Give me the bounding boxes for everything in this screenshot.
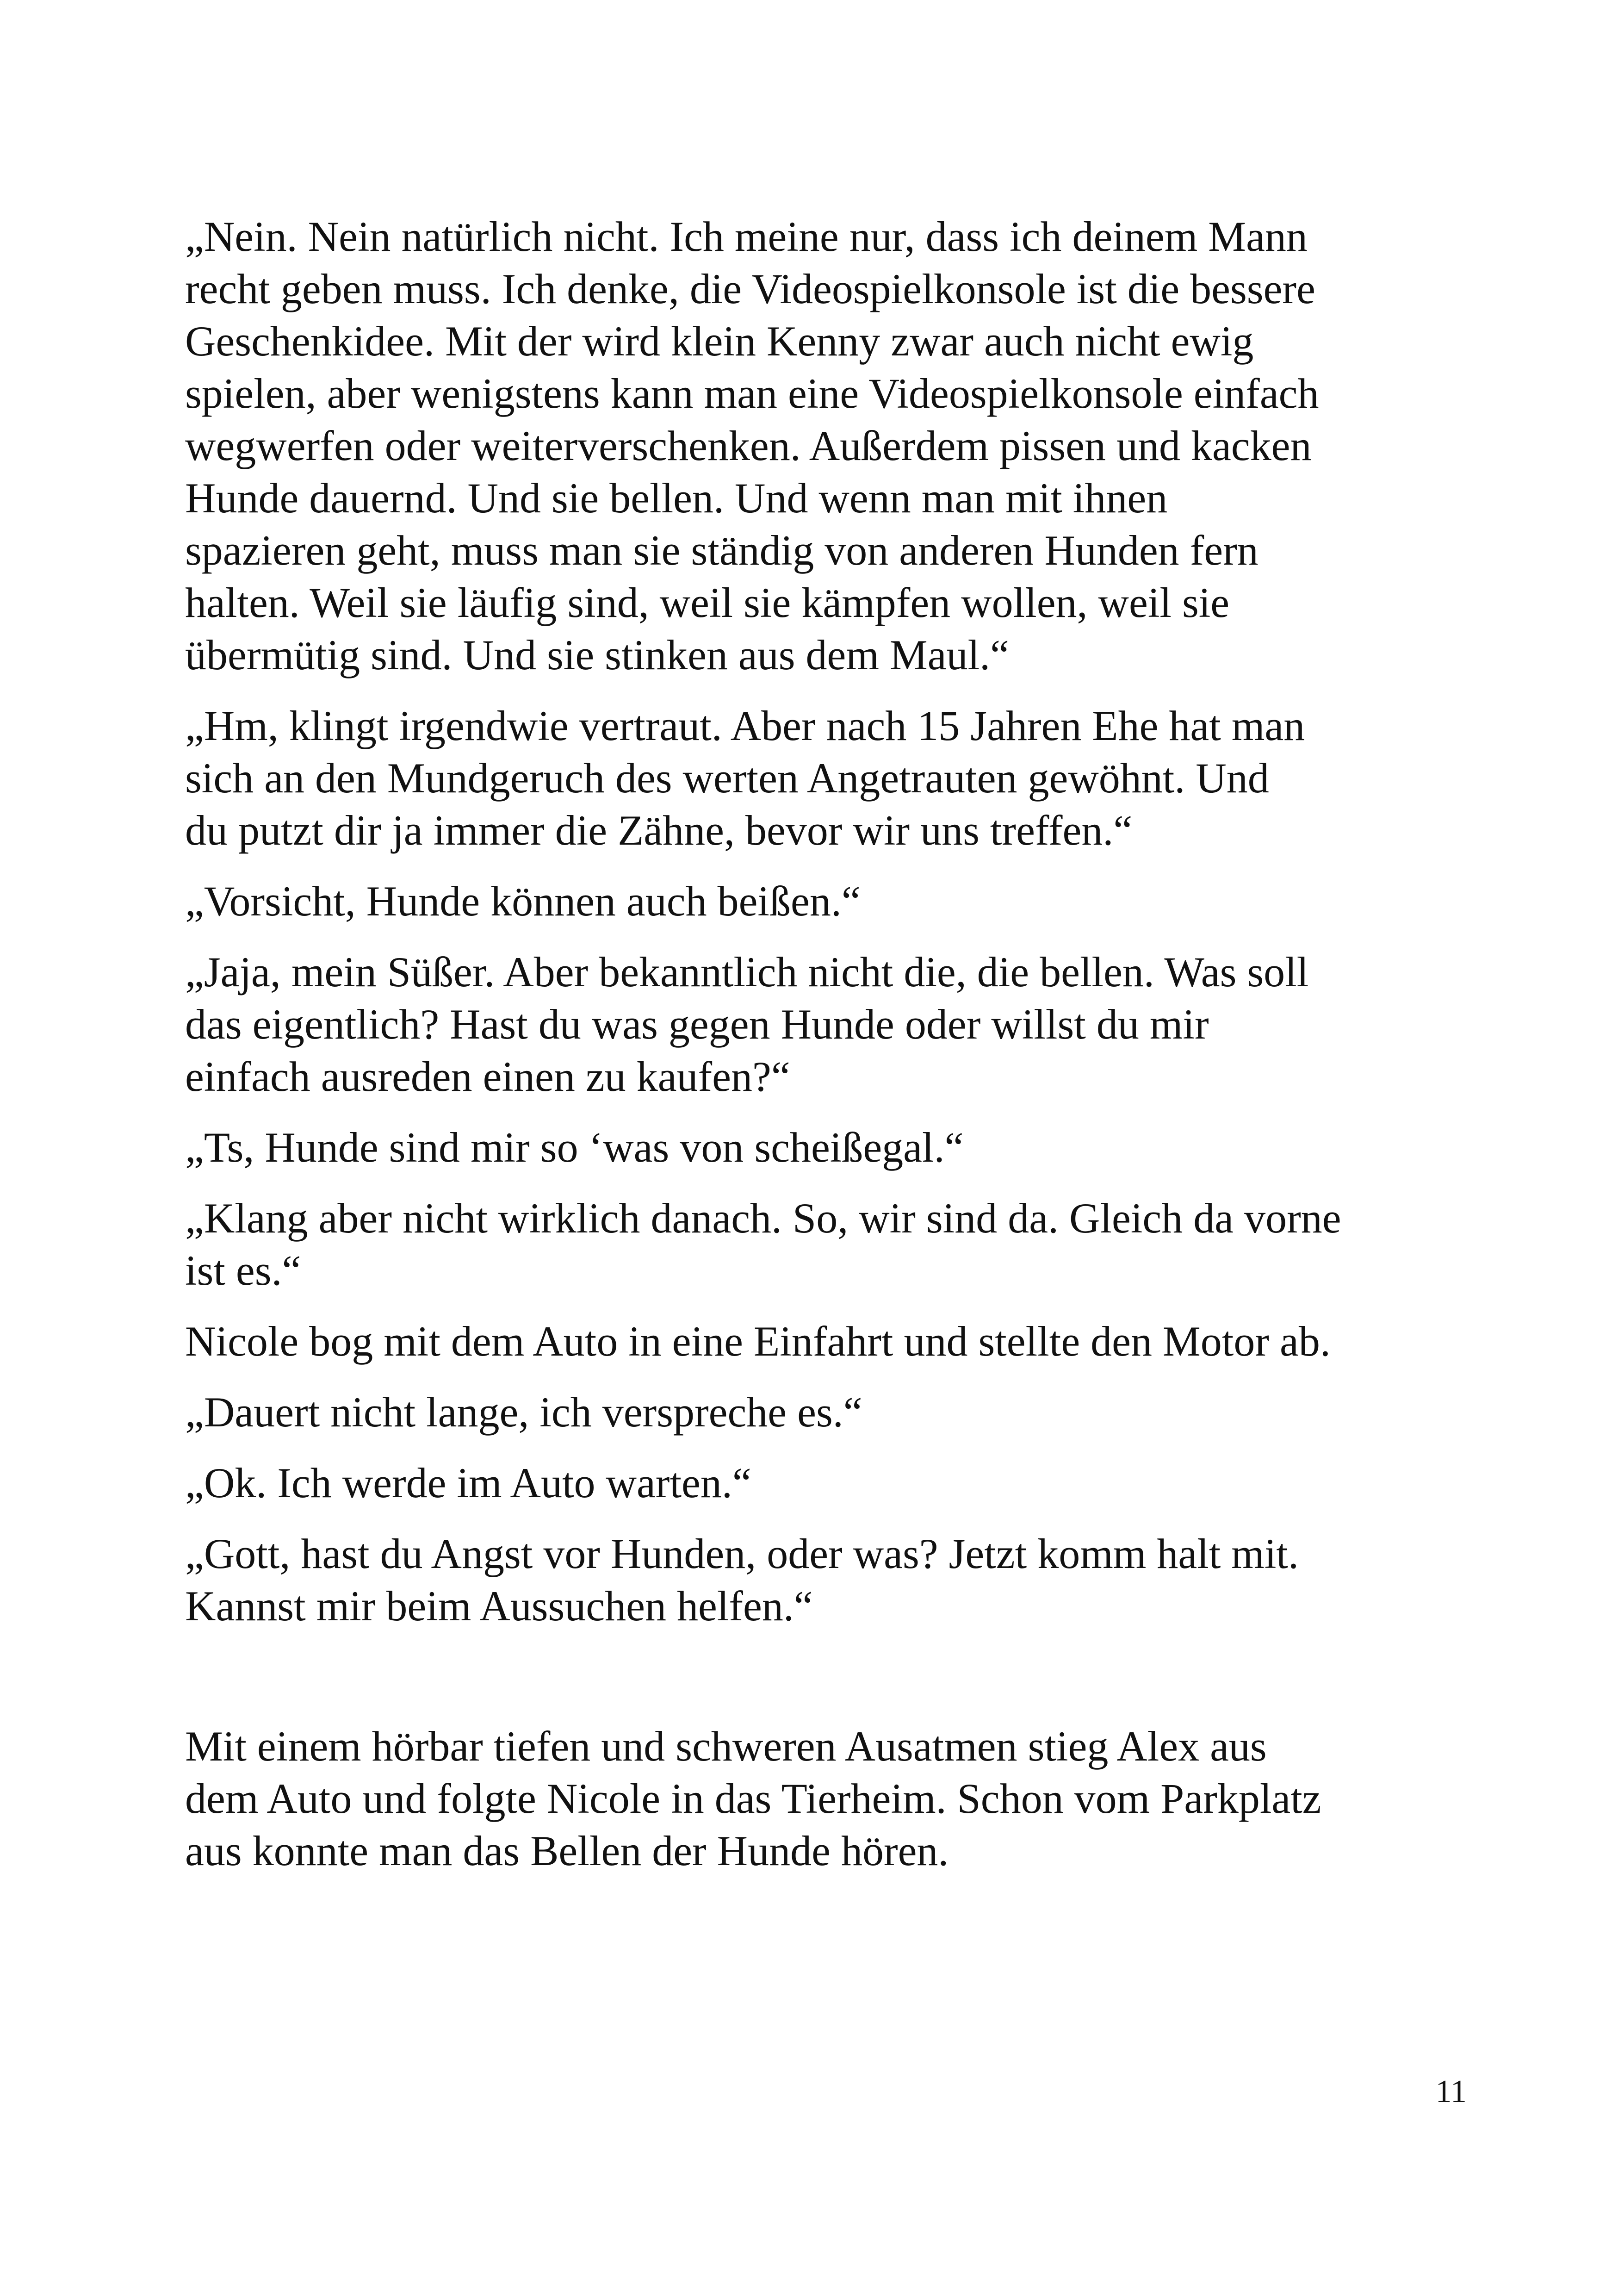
text-line: „Klang aber nicht wirklich danach. So, wir sind da. Gleich da vorne xyxy=(185,1195,1341,1242)
text-line: „Hm, klingt irgendwie vertraut. Aber nach 15 Jahren Ehe hat man xyxy=(185,702,1305,749)
text-line: ist es.“ xyxy=(185,1247,301,1294)
text-line: „Dauert nicht lange, ich verspreche es.“ xyxy=(185,1388,862,1436)
text-line: „Ok. Ich werde im Auto warten.“ xyxy=(185,1459,751,1506)
text-line: „Jaja, mein Süßer. Aber bekanntlich nicht die, die bellen. Was soll xyxy=(185,948,1309,996)
paragraph xyxy=(185,875,1467,927)
text-line: recht geben muss. Ich denke, die Videospielkonsole ist die bessere xyxy=(185,265,1315,312)
text-line: sich an den Mundgeruch des werten Angetrauten gewöhnt. Und xyxy=(185,754,1269,802)
text-line: „Ts, Hunde sind mir so ‘was von scheißegal.“ xyxy=(185,1124,964,1171)
paragraph xyxy=(185,1457,1467,1509)
text-line: Kannst mir beim Aussuchen helfen.“ xyxy=(185,1582,813,1630)
paragraph xyxy=(185,1386,1467,1438)
text-line: Mit einem hörbar tiefen und schweren Ausatmen stieg Alex aus xyxy=(185,1723,1267,1770)
text-line: Hunde dauernd. Und sie bellen. Und wenn man mit ihnen xyxy=(185,474,1168,522)
paragraph xyxy=(185,700,1467,857)
paragraph xyxy=(185,1121,1467,1174)
paragraph xyxy=(185,1315,1467,1368)
paragraph xyxy=(185,946,1467,1103)
paragraph xyxy=(185,1720,1467,1877)
text-line: das eigentlich? Hast du was gegen Hunde oder willst du mir xyxy=(185,1001,1209,1048)
text-line: übermütig sind. Und sie stinken aus dem Maul.“ xyxy=(185,631,1009,678)
text-line: einfach ausreden einen zu kaufen?“ xyxy=(185,1053,790,1100)
text-line: halten. Weil sie läufig sind, weil sie kämpfen wollen, weil sie xyxy=(185,579,1230,626)
text-line: „Vorsicht, Hunde können auch beißen.“ xyxy=(185,877,861,925)
text-line: spielen, aber wenigstens kann man eine Videospielkonsole einfach xyxy=(185,370,1319,417)
text-line: spazieren geht, muss man sie ständig von anderen Hunden fern xyxy=(185,527,1258,574)
body-text xyxy=(185,211,1467,1896)
text-line: dem Auto und folgte Nicole in das Tierheim. Schon vom Parkplatz xyxy=(185,1775,1321,1822)
text-line: „Gott, hast du Angst vor Hunden, oder was? Jetzt komm halt mit. xyxy=(185,1530,1299,1577)
text-line: du putzt dir ja immer die Zähne, bevor wir uns treffen.“ xyxy=(185,807,1133,854)
text-line: Nicole bog mit dem Auto in eine Einfahrt und stellte den Motor ab. xyxy=(185,1318,1331,1365)
paragraph xyxy=(185,1528,1467,1632)
text-line: wegwerfen oder weiterverschenken. Außerdem pissen und kacken xyxy=(185,422,1312,469)
text-line: Geschenkidee. Mit der wird klein Kenny zwar auch nicht ewig xyxy=(185,317,1254,365)
page-number: 11 xyxy=(1435,2074,1467,2109)
text-line: „Nein. Nein natürlich nicht. Ich meine nur, dass ich deinem Mann xyxy=(185,213,1308,260)
paragraph xyxy=(185,1192,1467,1297)
paragraph xyxy=(185,211,1467,681)
text-line: aus konnte man das Bellen der Hunde hören. xyxy=(185,1827,949,1874)
